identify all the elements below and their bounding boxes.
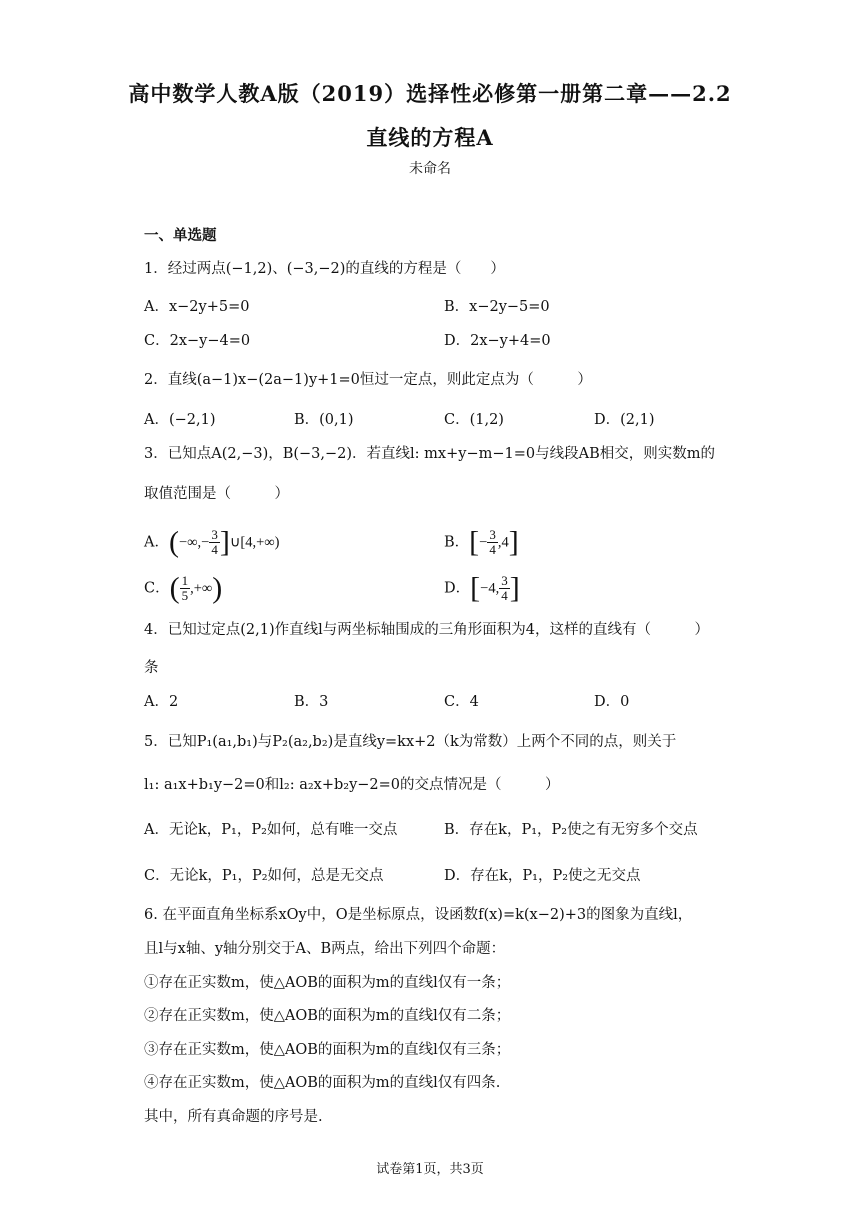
q4-option-d: D．0 [594,694,630,710]
fraction-denominator: 4 [489,542,496,557]
q4-stem-2: 条 [144,660,159,676]
q3-b-interval-end: ,4 [497,534,509,551]
bracket-open-icon: [ [469,525,480,559]
q2-option-d: D．(2,1) [594,412,655,428]
q6-proposition-4: ④存在正实数m，使△AOB的面积为m的直线l仅有四条. [144,1075,501,1091]
q6-line-2: 且l与x轴、y轴分别交于A、B两点，给出下列四个命题： [144,941,506,957]
q3-option-c [144,571,223,605]
q6-line-1: 6. 在平面直角坐标系xOy中，O是坐标原点，设函数f(x)=k(x−2)+3的图象为直线l， [144,907,693,923]
bracket-close-icon: ) [212,571,223,605]
q3-stem-2: 取值范围是（ ） [144,486,289,502]
bracket-close-icon: ] [219,525,230,559]
q5-stem-1: 5．已知P₁(a₁,b₁)与P₂(a₂,b₂)是直线y=kx+2（k为常数）上两个不同的点，则关于 [144,734,677,750]
bracket-open-icon: ( [168,525,179,559]
q3-b-fraction [487,528,498,557]
q3-a-interval-end: ∪[4,+∞) [229,534,280,551]
fraction-numerator: 3 [489,527,496,542]
q3-option-d [444,571,520,605]
q3-option-b [444,525,519,559]
q4-option-c: C．4 [444,694,479,710]
q3-stem-1: 3．已知点A(2,−3)，B(−3,−2)．若直线l: mx+y−m−1=0与线段AB相交，则实数m的 [144,446,715,462]
q3-option-d-label: D． [444,580,471,597]
q3-b-interval-start: − [479,534,488,551]
bracket-open-icon: ( [169,571,180,605]
q1-option-a: A．x−2y+5=0 [144,299,250,315]
q2-stem: 2．直线(a−1)x−(2a−1)y+1=0恒过一定点，则此定点为（ ） [144,372,592,388]
q5-option-b: B．存在k，P₁，P₂使之有无穷多个交点 [444,822,698,838]
q6-line-7: 其中，所有真命题的序号是. [144,1109,323,1125]
q6-proposition-2: ②存在正实数m，使△AOB的面积为m的直线l仅有二条； [144,1008,511,1024]
bracket-close-icon: ] [509,571,520,605]
fraction-numerator: 3 [501,573,508,588]
fraction-numerator: 3 [211,527,218,542]
q3-a-fraction [209,528,220,557]
q1-option-d: D．2x−y+4=0 [444,333,551,349]
fraction-numerator: 1 [181,573,189,588]
q2-option-b: B．(0,1) [294,412,354,428]
fraction-denominator: 4 [501,588,508,603]
q3-c-fraction [180,574,191,603]
q5-stem-2: l₁: a₁x+b₁y−2=0和l₂: a₂x+b₂y−2=0的交点情况是（ ） [144,777,560,793]
q3-option-b-label: B． [444,534,470,551]
author: 未命名 [409,161,451,177]
section-heading: 一、单选题 [144,227,217,244]
q3-option-c-label: C． [144,580,170,597]
q1-stem: 1．经过两点(−1,2)、(−3,−2)的直线的方程是（ ） [144,261,505,277]
title-line-1: 高中数学人教A版（2019）选择性必修第一册第二章——2.2 [128,81,732,106]
bracket-open-icon: [ [470,571,481,605]
q3-option-a [144,525,280,559]
fraction-denominator: 4 [211,542,218,557]
q6-proposition-1: ①存在正实数m，使△AOB的面积为m的直线l仅有一条； [144,975,511,991]
page-footer: 试卷第1页，共3页 [376,1162,484,1177]
q4-option-a: A．2 [144,694,179,710]
q3-d-interval-start: −4, [480,580,500,597]
q4-option-b: B．3 [294,694,329,710]
q1-option-b: B．x−2y−5=0 [444,299,550,315]
q3-option-a-label: A． [144,534,169,551]
q3-c-interval-end: ,+∞ [190,580,213,597]
q2-option-c: C．(1,2) [444,412,504,428]
q3-a-interval-start: −∞,− [178,534,210,551]
q2-option-a: A．(−2,1) [144,412,216,428]
q5-option-d: D．存在k，P₁，P₂使之无交点 [444,868,641,884]
q4-stem-1: 4．已知过定点(2,1)作直线l与两坐标轴围成的三角形面积为4，这样的直线有（ ） [144,622,709,638]
bracket-close-icon: ] [508,525,519,559]
fraction-denominator: 5 [181,588,189,603]
q3-d-fraction [499,574,510,603]
q1-option-c: C．2x−y−4=0 [144,333,251,349]
q5-option-c: C．无论k，P₁，P₂如何，总是无交点 [144,868,384,884]
q5-option-a: A．无论k，P₁，P₂如何，总有唯一交点 [144,822,398,838]
title-line-2: 直线的方程A [366,125,494,150]
q6-proposition-3: ③存在正实数m，使△AOB的面积为m的直线l仅有三条； [144,1042,511,1058]
